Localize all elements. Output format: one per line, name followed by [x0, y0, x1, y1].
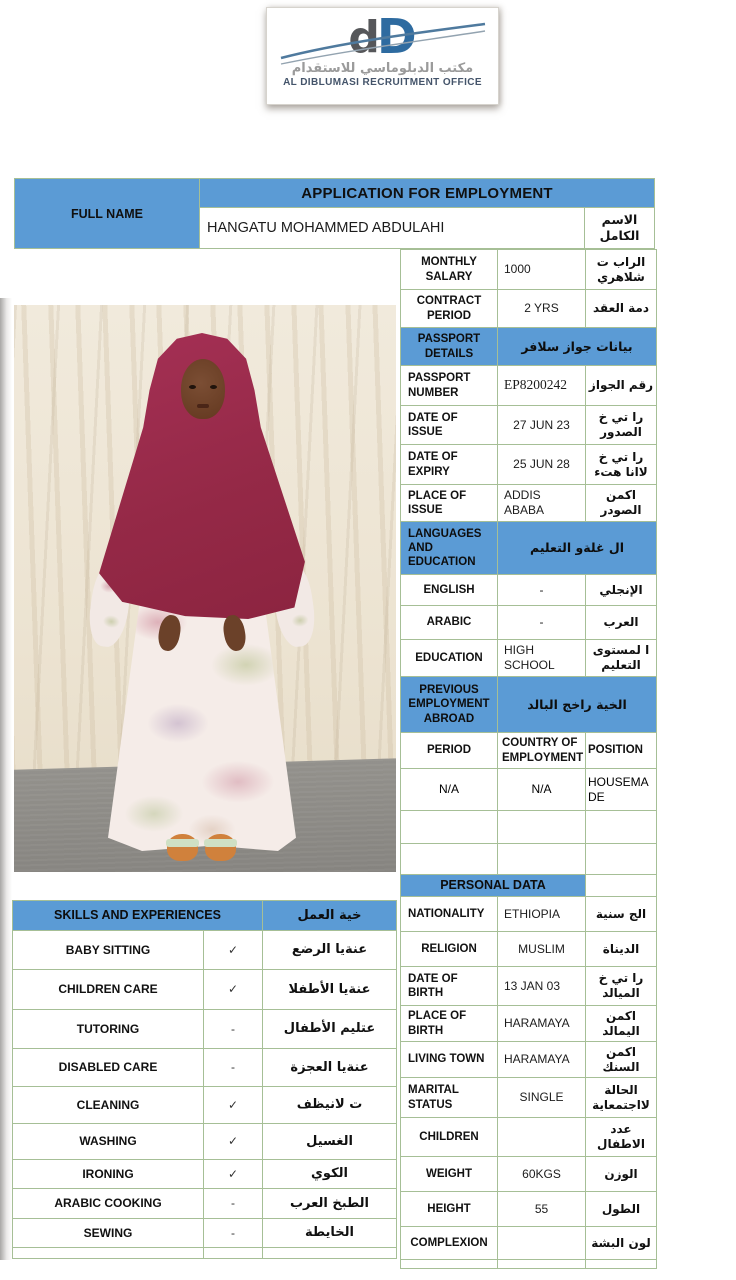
skill-label-arabic: عتليم الأطفال — [263, 1010, 397, 1049]
field-value: 13 JAN 03 — [498, 967, 586, 1006]
section-header-arabic: ال غلةو التعليم — [498, 522, 657, 575]
field-value: HARAMAYA — [498, 1042, 586, 1078]
skill-checkmark: ✓ — [204, 1160, 263, 1189]
table-cell — [586, 811, 657, 844]
field-value: 1000 — [498, 250, 586, 290]
field-label-arabic: الج سنية — [586, 897, 657, 932]
form-row — [401, 1227, 657, 1260]
field-label: DATE OF ISSUE — [401, 406, 498, 445]
section-header: PASSPORT DETAILS — [401, 328, 498, 366]
field-value: 25 JUN 28 — [498, 445, 586, 485]
field-value: HIGH SCHOOL — [498, 640, 586, 677]
form-row — [401, 1118, 657, 1157]
full-name-label: FULL NAME — [14, 178, 200, 249]
form-row — [13, 1087, 397, 1124]
mouth — [197, 404, 209, 408]
form-row — [401, 932, 657, 967]
passport-personal-table — [400, 249, 657, 1269]
face — [181, 359, 225, 419]
field-label: WEIGHT — [401, 1157, 498, 1192]
field-label: CONTRACT PERIOD — [401, 290, 498, 328]
field-label-arabic: الراب ت شلاهري — [586, 250, 657, 290]
skill-label: WASHING — [13, 1124, 204, 1160]
field-label: PASSPORT NUMBER — [401, 366, 498, 406]
full-name-value: HANGATU MOHAMMED ABDULAHI — [199, 207, 585, 249]
skill-checkmark: - — [204, 1010, 263, 1049]
field-value: EP8200242 — [498, 366, 586, 406]
field-value: ADDIS ABABA — [498, 485, 586, 522]
form-row — [401, 769, 657, 811]
form-row — [401, 1006, 657, 1042]
form-row — [401, 328, 657, 366]
skill-label-arabic: الخايطة — [263, 1219, 397, 1248]
skill-label-arabic: الغسيل — [263, 1124, 397, 1160]
form-row — [401, 290, 657, 328]
table-cell: POSITION — [586, 733, 657, 769]
field-label: CHILDREN — [401, 1118, 498, 1157]
field-label-arabic: را تي خ الميالد — [586, 967, 657, 1006]
field-label: DATE OF BIRTH — [401, 967, 498, 1006]
form-row — [401, 522, 657, 575]
field-label: MONTHLY SALARY — [401, 250, 498, 290]
form-row — [401, 897, 657, 932]
skill-label: SEWING — [13, 1219, 204, 1248]
field-label-arabic: الديناة — [586, 932, 657, 967]
section-header-arabic: الخية راخج البالد — [498, 677, 657, 733]
field-value: 55 — [498, 1192, 586, 1227]
field-label-arabic: اكمن السنك — [586, 1042, 657, 1078]
spacer-cell — [586, 875, 657, 897]
field-value: 60KGS — [498, 1157, 586, 1192]
skills-header: SKILLS AND EXPERIENCES — [13, 901, 263, 931]
field-value: HARAMAYA — [498, 1006, 586, 1042]
form-row — [13, 1010, 397, 1049]
recruitment-office-logo — [266, 7, 499, 105]
skill-label-arabic: الكوي — [263, 1160, 397, 1189]
form-row — [401, 445, 657, 485]
form-row — [401, 811, 657, 844]
section-header: LANGUAGES AND EDUCATION — [401, 522, 498, 575]
form-row — [401, 250, 657, 290]
skill-checkmark: - — [204, 1219, 263, 1248]
field-label-arabic: الوزن — [586, 1157, 657, 1192]
skill-label-arabic: ت لانيظف — [263, 1087, 397, 1124]
field-value — [498, 1118, 586, 1157]
form-row — [13, 1160, 397, 1189]
form-row — [401, 733, 657, 769]
form-row — [401, 1042, 657, 1078]
form-row — [401, 1157, 657, 1192]
skill-checkmark: ✓ — [204, 1124, 263, 1160]
field-label-arabic: را تي خ الصدور — [586, 406, 657, 445]
field-value: SINGLE — [498, 1078, 586, 1118]
full-name-label-arabic: الاسم الكامل — [584, 207, 655, 249]
form-row — [401, 606, 657, 640]
field-label-arabic: را تي خ لاانا هتء — [586, 445, 657, 485]
field-value: 27 JUN 23 — [498, 406, 586, 445]
skill-label — [13, 1248, 204, 1259]
form-row — [13, 1049, 397, 1087]
skill-checkmark: ✓ — [204, 931, 263, 970]
field-label: EDUCATION — [401, 640, 498, 677]
skill-checkmark: - — [204, 1049, 263, 1087]
field-label: MARITAL STATUS — [401, 1078, 498, 1118]
field-label-arabic: لون البشة — [586, 1227, 657, 1260]
form-title: APPLICATION FOR EMPLOYMENT — [199, 178, 655, 208]
field-label-arabic: عدد الاطفال — [586, 1118, 657, 1157]
field-label: ARABIC — [401, 606, 498, 640]
applicant-figure — [97, 333, 307, 867]
skill-label: DISABLED CARE — [13, 1049, 204, 1087]
table-cell — [498, 811, 586, 844]
form-row — [401, 575, 657, 606]
table-cell: N/A — [401, 769, 498, 811]
field-label-arabic: رقم الجواز — [586, 366, 657, 406]
form-row — [13, 1124, 397, 1160]
skill-checkmark — [204, 1248, 263, 1259]
field-value: 2 YRS — [498, 290, 586, 328]
skills-header-arabic: خية العمل — [263, 901, 397, 931]
skill-label: IRONING — [13, 1160, 204, 1189]
logo-english-name: AL DIBLUMASI RECRUITMENT OFFICE — [283, 77, 482, 89]
skill-checkmark: ✓ — [204, 1087, 263, 1124]
field-label-arabic: دمة العقد — [586, 290, 657, 328]
skill-checkmark: ✓ — [204, 970, 263, 1010]
table-cell — [586, 844, 657, 875]
form-row — [401, 640, 657, 677]
skill-label: TUTORING — [13, 1010, 204, 1049]
table-cell — [498, 844, 586, 875]
field-label-arabic: العرب — [586, 606, 657, 640]
applicant-photo — [14, 305, 396, 872]
field-label: DATE OF EXPIRY — [401, 445, 498, 485]
form-row — [13, 901, 397, 931]
right-eye — [210, 385, 217, 389]
skill-label: CHILDREN CARE — [13, 970, 204, 1010]
personal-data-header: PERSONAL DATA — [401, 875, 586, 897]
form-row — [13, 931, 397, 970]
left-sandal — [167, 834, 198, 861]
logo-arabic-name: مكتب الدبلوماسي للاستقدام — [291, 61, 474, 76]
field-label-arabic: الحالة لااجتمعاية — [586, 1078, 657, 1118]
right-sandal — [205, 834, 236, 861]
skill-label-arabic: عنةيا العجزة — [263, 1049, 397, 1087]
field-label-arabic: الإنجلي — [586, 575, 657, 606]
table-cell: HOUSEMADE — [586, 769, 657, 811]
field-value: - — [498, 575, 586, 606]
table-cell — [401, 1260, 498, 1269]
table-cell: PERIOD — [401, 733, 498, 769]
field-label-arabic: الطول — [586, 1192, 657, 1227]
field-label: ENGLISH — [401, 575, 498, 606]
field-label: NATIONALITY — [401, 897, 498, 932]
form-row — [401, 967, 657, 1006]
field-label: HEIGHT — [401, 1192, 498, 1227]
skill-label-arabic: الطبخ العرب — [263, 1189, 397, 1219]
table-cell: N/A — [498, 769, 586, 811]
skills-table — [12, 900, 397, 1259]
field-value — [498, 1227, 586, 1260]
logo-letter-d-gray: d — [348, 11, 377, 63]
table-cell — [498, 1260, 586, 1269]
form-row — [13, 1248, 397, 1259]
table-cell — [401, 811, 498, 844]
field-label: PLACE OF BIRTH — [401, 1006, 498, 1042]
form-row — [401, 1260, 657, 1269]
table-cell — [586, 1260, 657, 1269]
logo-mark — [308, 9, 458, 65]
skill-label: ARABIC COOKING — [13, 1189, 204, 1219]
form-row — [401, 485, 657, 522]
field-value: MUSLIM — [498, 932, 586, 967]
section-header-arabic: بيانات جواز سلافر — [498, 328, 657, 366]
floral-dress — [102, 585, 302, 851]
field-value: ETHIOPIA — [498, 897, 586, 932]
field-label: RELIGION — [401, 932, 498, 967]
field-label-arabic: ا لمستوى التعليم — [586, 640, 657, 677]
skill-label-arabic: عنةيا الرضع — [263, 931, 397, 970]
field-label: COMPLEXION — [401, 1227, 498, 1260]
field-value: - — [498, 606, 586, 640]
skill-checkmark: - — [204, 1189, 263, 1219]
left-eye — [189, 385, 196, 389]
table-cell — [401, 844, 498, 875]
form-row — [13, 970, 397, 1010]
form-row — [13, 1219, 397, 1248]
logo-letter-d-blue: D — [376, 9, 417, 65]
form-row — [401, 1078, 657, 1118]
form-row — [13, 1189, 397, 1219]
form-row — [401, 875, 657, 897]
form-row — [401, 844, 657, 875]
logo-swoosh-icon — [273, 18, 493, 66]
form-row — [401, 406, 657, 445]
page-edge-shadow — [0, 298, 12, 1260]
table-cell: COUNTRY OF EMPLOYMENT — [498, 733, 586, 769]
skill-label-arabic: عنةيا الأطفلا — [263, 970, 397, 1010]
field-label: LIVING TOWN — [401, 1042, 498, 1078]
form-row — [401, 1192, 657, 1227]
skill-label: CLEANING — [13, 1087, 204, 1124]
field-label: PLACE OF ISSUE — [401, 485, 498, 522]
field-label-arabic: اكمن الصودر — [586, 485, 657, 522]
form-row — [401, 677, 657, 733]
form-row — [401, 366, 657, 406]
section-header: PREVIOUS EMPLOYMENT ABROAD — [401, 677, 498, 733]
field-label-arabic: اكمن اليمالد — [586, 1006, 657, 1042]
skill-label-arabic — [263, 1248, 397, 1259]
skill-label: BABY SITTING — [13, 931, 204, 970]
